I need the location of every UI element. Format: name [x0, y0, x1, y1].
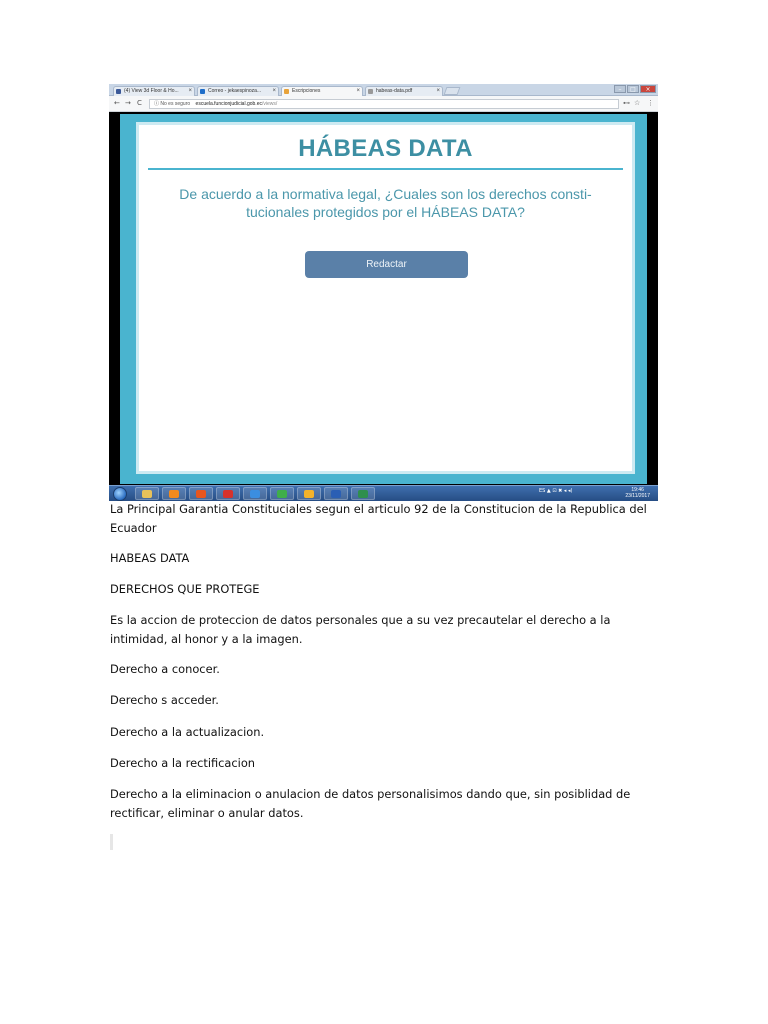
clock-time: 19:46	[631, 487, 644, 493]
close-tab-icon[interactable]: ×	[188, 88, 192, 94]
taskbar-firefox-icon[interactable]	[189, 487, 213, 500]
intro-paragraph: La Principal Garantia Constituciales segun el articulo 92 de la Constitucion de la Republica del Ecuador	[110, 502, 647, 535]
question-card	[136, 122, 635, 474]
chrome-page-icon	[284, 89, 289, 94]
windows-taskbar	[109, 485, 658, 501]
new-tab-button[interactable]	[444, 87, 461, 95]
key-icon[interactable]: ⊷	[623, 99, 630, 107]
close-tab-icon[interactable]: ×	[272, 88, 276, 94]
url-path: /views/	[261, 101, 278, 107]
facebook-icon	[116, 89, 121, 94]
card-title: HÁBEAS DATA	[298, 135, 473, 162]
heading-habeas-data: HABEAS DATA	[110, 551, 190, 565]
tab-label: Escripciones	[292, 88, 321, 94]
tab-label: habeas-data.pdf	[376, 88, 413, 94]
right-item-3: Derecho a la actualizacion.	[110, 725, 265, 739]
outlook-icon	[200, 89, 205, 94]
right-item-5: Derecho a la eliminacion o anulacion de datos personalisimos dando que, sin posiblidad de rectificar, eliminar o anular datos.	[110, 787, 631, 820]
title-divider	[148, 168, 623, 170]
browser-tab-correo[interactable]	[197, 86, 279, 96]
taskbar-internet-explorer-icon[interactable]	[243, 487, 267, 500]
question-line-2: tucionales protegidos por el HÁBEAS DATA?	[246, 204, 525, 220]
right-item-1: Derecho a conocer.	[110, 662, 220, 676]
address-bar-row	[109, 96, 658, 112]
heading-derechos: DERECHOS QUE PROTEGE	[110, 582, 260, 596]
pdf-icon	[368, 89, 373, 94]
taskbar-media-player-icon[interactable]	[162, 487, 186, 500]
maximize-button[interactable]: □	[627, 85, 639, 93]
taskbar-explorer-icon[interactable]	[135, 487, 159, 500]
back-icon[interactable]: ←	[114, 99, 120, 107]
tab-label: (4) View 3d Floor & Ho...	[124, 88, 179, 94]
right-item-4: Derecho a la rectificacion	[110, 756, 256, 770]
taskbar-acrobat-icon[interactable]	[216, 487, 240, 500]
text-cursor	[110, 834, 113, 850]
definition-paragraph: Es la accion de proteccion de datos personales que a su vez precautelar el derecho a la intimidad, al honor y a la imagen.	[110, 613, 611, 646]
close-tab-icon[interactable]: ×	[356, 88, 360, 94]
taskbar-clock[interactable]	[625, 487, 650, 499]
redactar-button[interactable]: Redactar	[305, 251, 468, 278]
reload-icon[interactable]: C	[137, 99, 142, 107]
forward-icon[interactable]: →	[125, 99, 131, 107]
star-icon[interactable]: ☆	[634, 99, 641, 107]
system-tray[interactable]: ES ▲ ⊡ ✖ ◂ ◂)	[539, 488, 573, 494]
url-host: escuela.funcionjudicial.gob.ec	[195, 101, 262, 107]
minimize-button[interactable]: –	[614, 85, 626, 93]
insecure-label: No es seguro	[160, 101, 191, 107]
close-window-button[interactable]: ×	[640, 85, 656, 93]
right-item-2: Derecho s acceder.	[110, 693, 219, 707]
question-line-1: De acuerdo a la normativa legal, ¿Cuales son los derechos consti-	[179, 186, 592, 202]
page-frame	[120, 114, 647, 484]
menu-icon[interactable]: ⋮	[647, 99, 654, 107]
card-question	[164, 185, 607, 221]
web-page	[109, 113, 658, 485]
browser-tab-bar	[109, 84, 658, 96]
taskbar-excel-icon[interactable]	[351, 487, 375, 500]
address-input[interactable]	[149, 99, 619, 109]
browser-tab-facebook[interactable]	[113, 86, 195, 96]
taskbar-settings-icon[interactable]	[297, 487, 321, 500]
close-tab-icon[interactable]: ×	[436, 88, 440, 94]
browser-tab-escripciones[interactable]	[281, 86, 363, 96]
start-button[interactable]	[113, 487, 127, 501]
taskbar-word-icon[interactable]	[324, 487, 348, 500]
clock-date: 23/11/2017	[625, 493, 650, 499]
browser-tab-habeas-pdf[interactable]	[365, 86, 443, 96]
taskbar-chrome-icon[interactable]	[270, 487, 294, 500]
tab-label: Correo - jekaespinoza...	[208, 88, 262, 94]
info-icon[interactable]: ⓘ	[154, 101, 160, 107]
embedded-screenshot	[109, 84, 658, 501]
